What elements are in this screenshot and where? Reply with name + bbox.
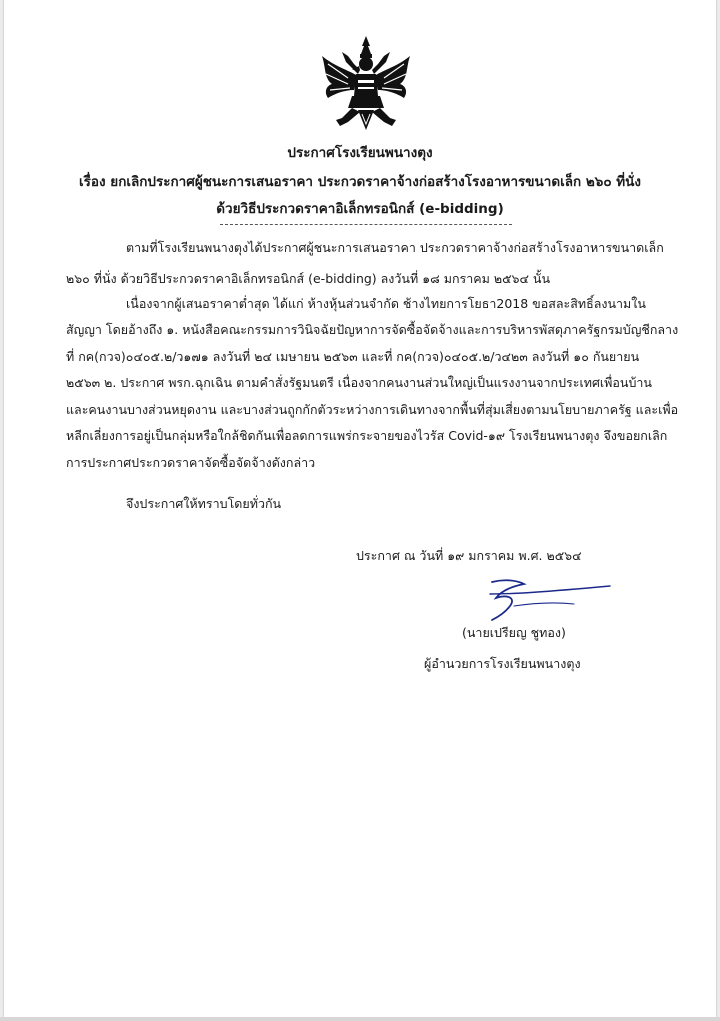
garuda-emblem — [318, 34, 414, 132]
announcement-date: ประกาศ ณ วันที่ ๑๙ มกราคม พ.ศ. ๒๕๖๔ — [356, 548, 582, 563]
para2-line2: สัญญา โดยอ้างถึง ๑. หนังสือคณะกรรมการวินิจฉัยปัญหาการจัดซื้อจัดจ้างและการบริหารพัสดุภาครัฐกรมบัญชีกลาง — [66, 322, 679, 337]
para2-line5: และคนงานบางส่วนหยุดงาน และบางส่วนถูกกักตัวระหว่างการเดินทางจากพื้นที่สุ่มเสี่ยงตามนโยบายภาครัฐ และเพื่อ — [66, 402, 679, 417]
handwritten-signature — [474, 576, 614, 624]
signer-name: (นายเปรียญ ชูทอง) — [462, 625, 566, 640]
document-page — [4, 0, 716, 1017]
para1-line1: ตามที่โรงเรียนพนางตุงได้ประกาศผู้ชนะการเสนอราคา ประกวดราคาจ้างก่อสร้างโรงอาหารขนาดเล็ก — [126, 240, 664, 255]
subject-method-line: ด้วยวิธีประกวดราคาอิเล็กทรอนิกส์ (e-bidding) — [216, 201, 504, 217]
para1-line2: ๒๖๐ ที่นั่ง ด้วยวิธีประกวดราคาอิเล็กทรอนิกส์ (e-bidding) ลงวันที่ ๑๘ มกราคม ๒๕๖๔ นั้น — [66, 271, 551, 286]
subject-line: เรื่อง ยกเลิกประกาศผู้ชนะการเสนอราคา ประกวดราคาจ้างก่อสร้างโรงอาหารขนาดเล็ก ๒๖๐ ที่นั่ง — [79, 174, 641, 190]
para2-line6: หลีกเลี่ยงการอยู่เป็นกลุ่มหรือใกล้ชิดกันเพื่อลดการแพร่กระจายของไวรัส Covid-๑๙ โรงเรียนพนางตุง จึงขอยกเลิก — [66, 428, 668, 443]
title-divider — [220, 224, 512, 225]
announcement-title: ประกาศโรงเรียนพนางตุง — [287, 145, 433, 161]
para2-line3: ที่ กค(กวจ)๐๔๐๕.๒/ว๑๗๑ ลงวันที่ ๒๔ เมษายน ๒๕๖๓ และที่ กค(กวจ)๐๔๐๕.๒/ว๔๒๓ ลงวันที่ ๑๐ กันยายน — [66, 349, 640, 364]
para2-line1: เนื่องจากผู้เสนอราคาต่ำสุด ได้แก่ ห้างหุ้นส่วนจำกัด ช้างไทยการโยธา2018 ขอสละสิทธิ์ลงนามใน — [126, 296, 646, 311]
page-bottom-shadow — [0, 1017, 720, 1021]
closing-statement: จึงประกาศให้ทราบโดยทั่วกัน — [126, 496, 282, 511]
para2-line4: ๒๕๖๓ ๒. ประกาศ พรก.ฉุกเฉิน ตามคำสั่งรัฐมนตรี เนื่องจากคนงานส่วนใหญ่เป็นแรงงานจากประเทศเพื่อนบ้าน — [66, 375, 652, 390]
para2-line7: การประกาศประกวดราคาจัดซื้อจัดจ้างดังกล่าว — [66, 455, 316, 470]
signer-title: ผู้อำนวยการโรงเรียนพนางตุง — [424, 656, 581, 671]
